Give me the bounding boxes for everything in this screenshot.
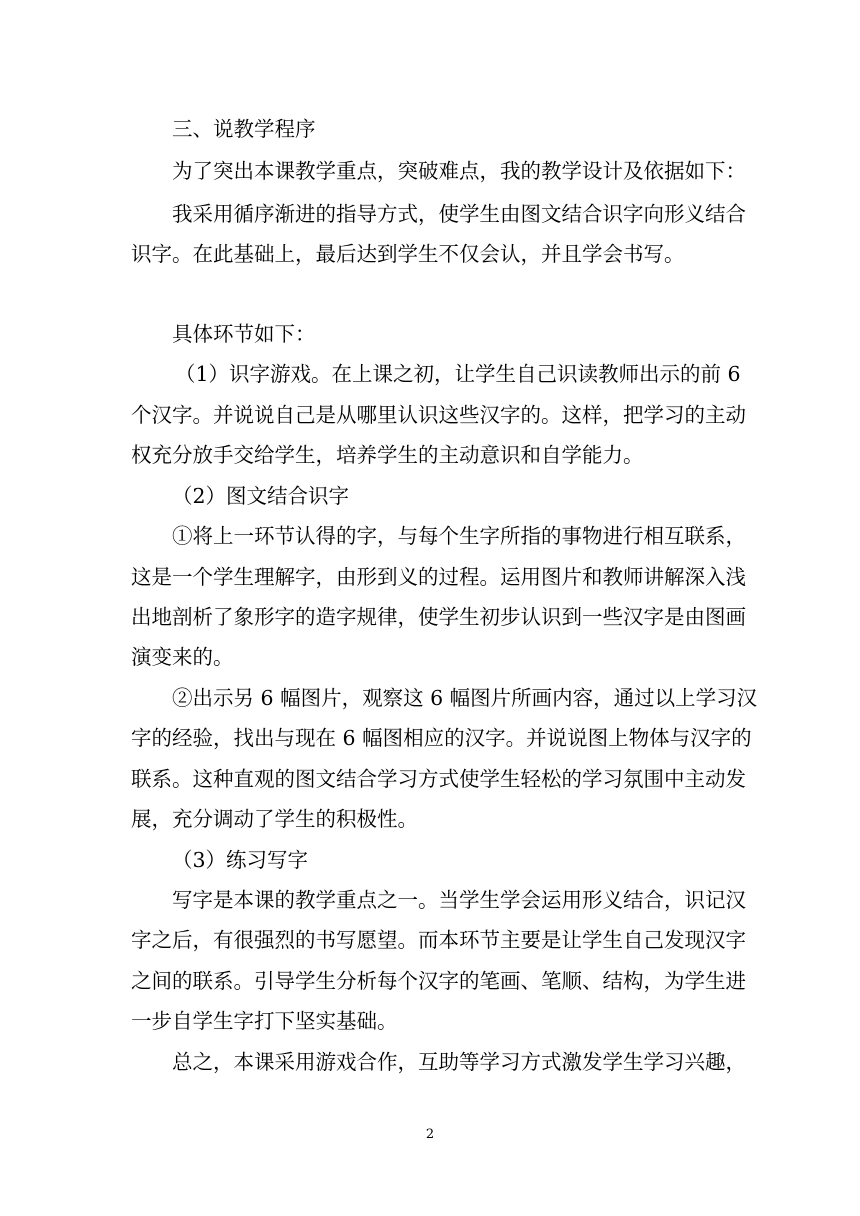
paragraph-line: 为了突出本课教学重点，突破难点，我的教学设计及依据如下： bbox=[172, 159, 746, 183]
paragraph-line: 联系。这种直观的图文结合学习方式使学生轻松的学习氛围中主动发 bbox=[131, 767, 746, 791]
section-heading: 三、说教学程序 bbox=[172, 117, 316, 141]
paragraph-line: 写字是本课的教学重点之一。当学生学会运用形义结合，识记汉 bbox=[172, 888, 746, 912]
paragraph-line: 识字。在此基础上，最后达到学生不仅会认，并且学会书写。 bbox=[131, 242, 685, 266]
paragraph-line: 这是一个学生理解字，由形到义的过程。运用图片和教师讲解深入浅 bbox=[131, 565, 746, 589]
paragraph-line: 字的经验，找出与现在 6 幅图相应的汉字。并说说图上物体与汉字的 bbox=[131, 726, 752, 750]
paragraph-line: 个汉字。并说说自己是从哪里认识这些汉字的。这样，把学习的主动 bbox=[131, 403, 746, 427]
paragraph-line: 之间的联系。引导学生分析每个汉字的笔画、笔顺、结构，为学生进 bbox=[131, 969, 746, 993]
paragraph-line: ②出示另 6 幅图片，观察这 6 幅图片所画内容，通过以上学习汉 bbox=[172, 686, 758, 710]
paragraph-line: 演变来的。 bbox=[131, 645, 234, 669]
paragraph-line: （1）识字游戏。在上课之初，让学生自己识读教师出示的前 6 bbox=[175, 362, 741, 386]
subheading-line: （2）图文结合识字 bbox=[172, 484, 350, 508]
paragraph-line: 总之，本课采用游戏合作，互助等学习方式激发学生学习兴趣， bbox=[172, 1050, 746, 1074]
paragraph-line: 展，充分调动了学生的积极性。 bbox=[131, 807, 418, 831]
paragraph-line: 一步自学生字打下坚实基础。 bbox=[131, 1009, 398, 1033]
paragraph-line: 权充分放手交给学生，培养学生的主动意识和自学能力。 bbox=[131, 443, 644, 467]
paragraph-line: 我采用循序渐进的指导方式，使学生由图文结合识字向形义结合 bbox=[172, 202, 746, 226]
page-number: 2 bbox=[425, 1127, 435, 1142]
paragraph-line: 出地剖析了象形字的造字规律，使学生初步认识到一些汉字是由图画 bbox=[131, 605, 746, 629]
paragraph-line: ①将上一环节认得的字，与每个生字所指的事物进行相互联系， bbox=[172, 524, 746, 548]
paragraph-line: 字之后，有很强烈的书写愿望。而本环节主要是让学生自己发现汉字 bbox=[131, 928, 746, 952]
paragraph-line: 具体环节如下： bbox=[172, 322, 316, 346]
subheading-line: （3）练习写字 bbox=[172, 848, 309, 872]
